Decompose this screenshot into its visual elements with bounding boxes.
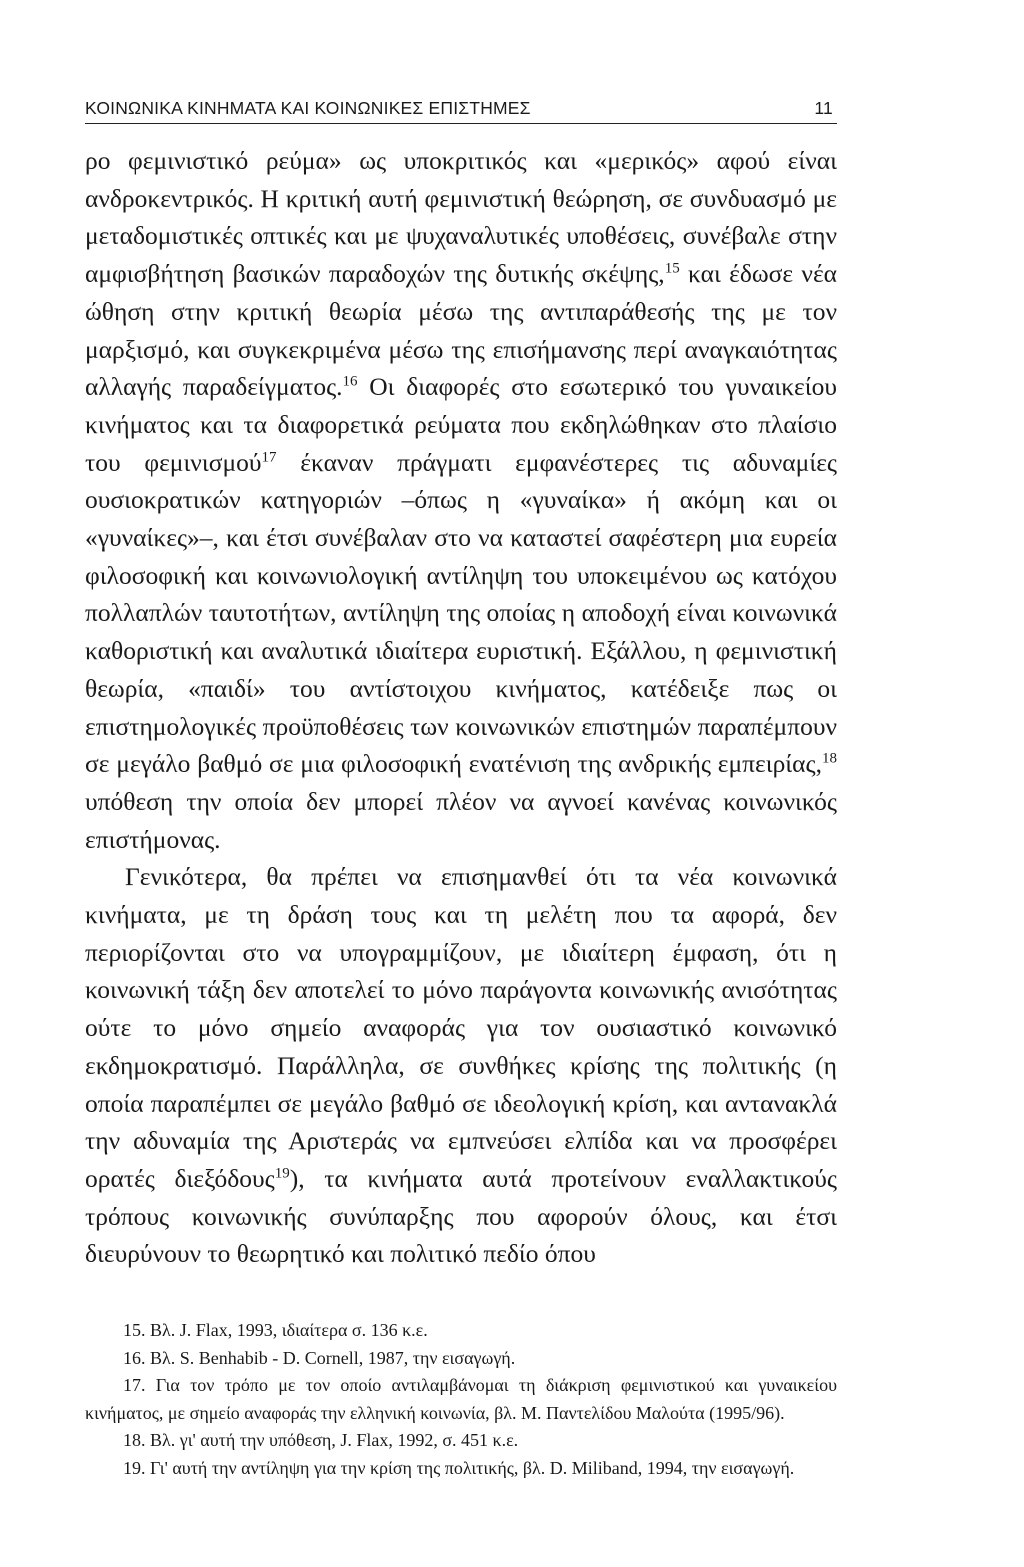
paragraph-1-text-3: Οι διαφορές στο εσωτερικό του γυναικείου κινήματος και τα διαφορετικά ρεύματα που εκδηλώθηκαν στο πλαίσιο του φεμινισμού [85, 372, 837, 477]
footnote-18: 18. Βλ. γι' αυτή την υπόθεση, J. Flax, 1992, σ. 451 κ.ε. [123, 1430, 519, 1451]
running-title: ΚΟΙΝΩΝΙΚΑ ΚΙΝΗΜΑΤΑ ΚΑΙ ΚΟΙΝΩΝΙΚΕΣ ΕΠΙΣΤΗΜΕΣ [85, 98, 531, 118]
footnote-ref-18: 18 [822, 750, 837, 767]
paragraph-2 [85, 858, 837, 1273]
footnote-17: 17. Για τον τρόπο με τον οποίο αντιλαμβάνομαι τη διάκριση φεμινιστικού και γυναικείου κινήματος, με σημείο αναφοράς την ελληνική κοινωνία, βλ. Μ. Παντελίδου Μαλούτα (1995/96). [85, 1375, 837, 1423]
page-number: 11 [814, 98, 833, 118]
footnotes [85, 1317, 837, 1482]
footnote-ref-19: 19 [274, 1165, 290, 1182]
footnote-15: 15. Βλ. J. Flax, 1993, ιδιαίτερα σ. 136 κ.ε. [123, 1320, 428, 1341]
footnote-16: 16. Βλ. S. Benhabib - D. Cornell, 1987, την εισαγωγή. [123, 1347, 516, 1368]
paragraph-1 [85, 142, 837, 858]
footnote-19: 19. Γι' αυτή την αντίληψη για την κρίση της πολιτικής, βλ. D. Miliband, 1994, την εισαγωγή. [123, 1457, 795, 1478]
footnote-ref-17: 17 [261, 449, 277, 466]
running-head [85, 98, 837, 124]
body-text [85, 142, 837, 1273]
book-page [85, 98, 837, 1482]
footnote-ref-16: 16 [342, 373, 358, 390]
footnote-ref-15: 15 [664, 260, 680, 277]
paragraph-1-text-1: ρο φεμινιστικό ρεύμα» ως υποκριτικός και «μερικός» αφού είναι ανδροκεντρικός. Η κριτική αυτή φεμινιστική θεώρηση, σε συνδυασμό με μεταδομιστικές οπτικές και με ψυχαναλυτικές υποθέσεις, συνέβαλε στην αμφισβήτηση βασικών παραδοχών της δυτικής σκέψης, [85, 146, 837, 289]
paragraph-1-text-5: υπόθεση την οποία δεν μπορεί πλέον να αγνοεί κανένας κοινωνικός επιστήμονας. [85, 786, 837, 854]
paragraph-1-text-2: και έδωσε νέα ώθηση στην κριτική θεωρία μέσω της αντιπαράθεσής της με τον μαρξισμό, και συγκεκριμένα μέσω της επισήμανσης περί αναγκαιότητας αλλαγής παραδείγματος. [85, 259, 838, 402]
paragraph-1-text-4: έκαναν πράγματι εμφανέστερες τις αδυναμίες ουσιοκρατικών κατηγοριών –όπως η «γυναίκα» ή ακόμη και οι «γυναίκες»–, και έτσι συνέβαλαν στο να καταστεί σαφέστερη μια ευρεία φιλοσοφική και κοινωνιολογική αντίληψη του υποκειμένου ως κατόχου πολλαπλών ταυτοτήτων, αντίληψη της οποίας η αποδοχή είναι κοινωνικά καθοριστική και αναλυτικά ιδιαίτερα ευριστική. Εξάλλου, η φεμινιστική θεωρία, «παιδί» του αντίστοιχου κινήματος, κατέδειξε πως οι επιστημολογικές προϋποθέσεις των κοινωνικών επιστημών παραπέμπουν σε μεγάλο βαθμό σε μια φιλοσοφική ενατένιση της ανδρικής εμπειρίας, [85, 447, 838, 779]
paragraph-2-text-1: Γενικότερα, θα πρέπει να επισημανθεί ότι τα νέα κοινωνικά κινήματα, με τη δράση τους και τη μελέτη που τα αφορά, δεν περιορίζονται στο να υπογραμμίζουν, με ιδιαίτερη έμφαση, ότι η κοινωνική τάξη δεν αποτελεί το μόνο παράγοντα κοινωνικής ανισότητας ούτε το μόνο σημείο αναφοράς για τον ουσιαστικό κοινωνικό εκδημοκρατισμό. Παράλληλα, σε συνθήκες κρίσης της πολιτικής (η οποία παραπέμπει σε μεγάλο βαθμό σε ιδεολογική κρίση, και αντανακλά την αδυναμία της Αριστεράς να εμπνεύσει ελπίδα και να προσφέρει ορατές διεξόδους [85, 862, 837, 1193]
paragraph-2-text-2: ), τα κινήματα αυτά προτείνουν εναλλακτικούς τρόπους κοινωνικής συνύπαρξης που αφορούν όλους, και έτσι διευρύνουν το θεωρητικό και πολιτικό πεδίο όπου [85, 1163, 837, 1269]
